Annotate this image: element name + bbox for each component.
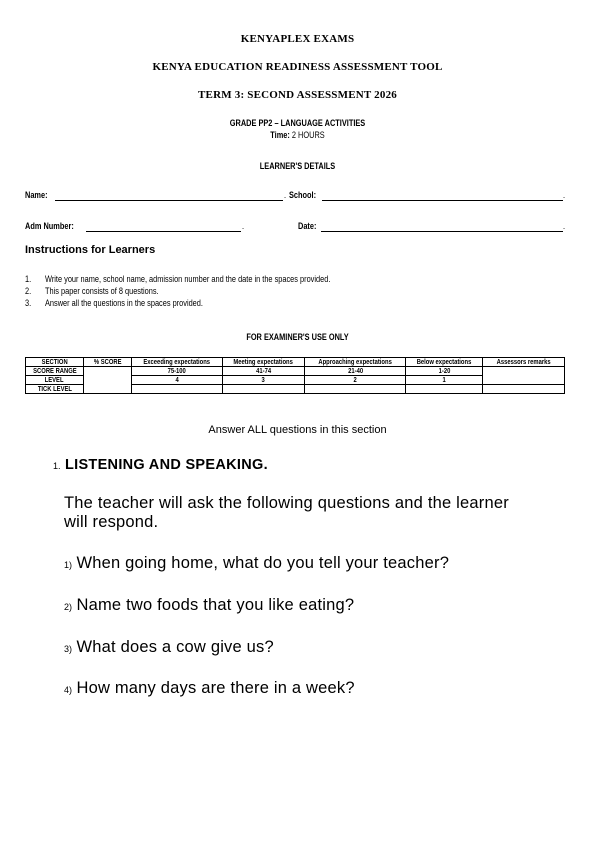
header-cell: SECTION [26,358,84,367]
instruction-item [25,286,565,298]
header-cell: Exceeding expectations [131,358,222,367]
exam-term: TERM 3: SECOND ASSESSMENT 2026 [198,89,397,101]
row-label: LEVEL [26,376,84,385]
exam-tool-title: KENYA EDUCATION READINESS ASSESSMENT TOOL [152,61,443,73]
section-intro-line2: will respond. [64,513,159,531]
instructions-list [25,274,565,310]
table-cell: 75-100 [131,367,222,376]
adm-field[interactable] [86,231,241,232]
question-item [64,596,354,615]
tick-cell[interactable] [222,385,305,394]
adm-label: Adm Number: [25,221,74,231]
table-cell: 21-40 [305,367,406,376]
header-cell: Approaching expectations [305,358,406,367]
exam-org: KENYAPLEX EXAMS [240,33,355,45]
remarks-cell-blank [483,385,565,394]
table-cell: 2 [305,376,406,385]
school-field[interactable] [322,200,563,201]
instruction-item [25,274,565,286]
question-text: When going home, what do you tell your teacher? [76,554,450,572]
instruction-num: 3. [25,298,32,308]
question-item [64,679,355,698]
table-header-row [26,358,565,367]
examiner-heading: FOR EXAMINER'S USE ONLY [246,332,349,342]
question-number: 4) [64,685,73,695]
section-instruction: Answer ALL questions in this section [208,424,387,436]
exam-time [54,130,542,140]
instruction-num: 2. [25,286,32,296]
learner-details-heading: LEARNER'S DETAILS [259,161,336,171]
section-title: LISTENING AND SPEAKING. [64,457,268,473]
date-label: Date: [298,221,317,231]
question-number: 2) [64,602,73,612]
school-label: School: [289,190,317,200]
question-text: How many days are there in a week? [76,679,355,697]
section-number: 1. [53,461,61,471]
name-label: Name: [25,190,48,200]
instruction-item [25,298,565,310]
tick-cell[interactable] [305,385,406,394]
question-text: What does a cow give us? [76,638,274,656]
question-text: Name two foods that you like eating? [76,596,355,614]
adm-dot: . [242,221,245,231]
row-label: TICK LEVEL [26,385,84,394]
instructions-title: Instructions for Learners [25,244,156,256]
table-cell: 1 [406,376,483,385]
header-cell: Meeting expectations [222,358,305,367]
exam-grade: GRADE PP2 – LANGUAGE ACTIVITIES [229,118,366,128]
date-field[interactable] [321,231,563,232]
header-cell: Below expectations [406,358,483,367]
question-item [64,638,274,657]
date-dot: . [563,221,566,231]
question-number: 1) [64,560,73,570]
name-field[interactable] [55,200,283,201]
tick-cell[interactable] [406,385,483,394]
tick-cell[interactable] [131,385,222,394]
instruction-text: Answer all the questions in the spaces provided. [45,298,203,308]
examiner-table [25,357,565,394]
instruction-num: 1. [25,274,32,284]
section-heading [53,456,268,474]
header-cell: Assessors remarks [483,358,565,367]
table-cell: 41-74 [222,367,305,376]
instruction-text: This paper consists of 8 questions. [45,286,159,296]
table-row [26,367,565,376]
row-label: SCORE RANGE [26,367,84,376]
table-cell: 3 [222,376,305,385]
question-number: 3) [64,644,73,654]
score-cell[interactable] [83,367,131,394]
remarks-cell[interactable] [483,367,565,385]
time-label: Time: [270,130,290,140]
header-cell: % SCORE [83,358,131,367]
time-value: 2 HOURS [291,130,325,140]
school-dot: . [563,190,566,200]
name-dot: . [284,190,287,200]
table-cell: 4 [131,376,222,385]
question-item [64,554,449,573]
table-cell: 1-20 [406,367,483,376]
section-intro-line1: The teacher will ask the following questions and the learner [64,494,509,512]
instruction-text: Write your name, school name, admission number and the date in the spaces provided. [45,274,331,284]
